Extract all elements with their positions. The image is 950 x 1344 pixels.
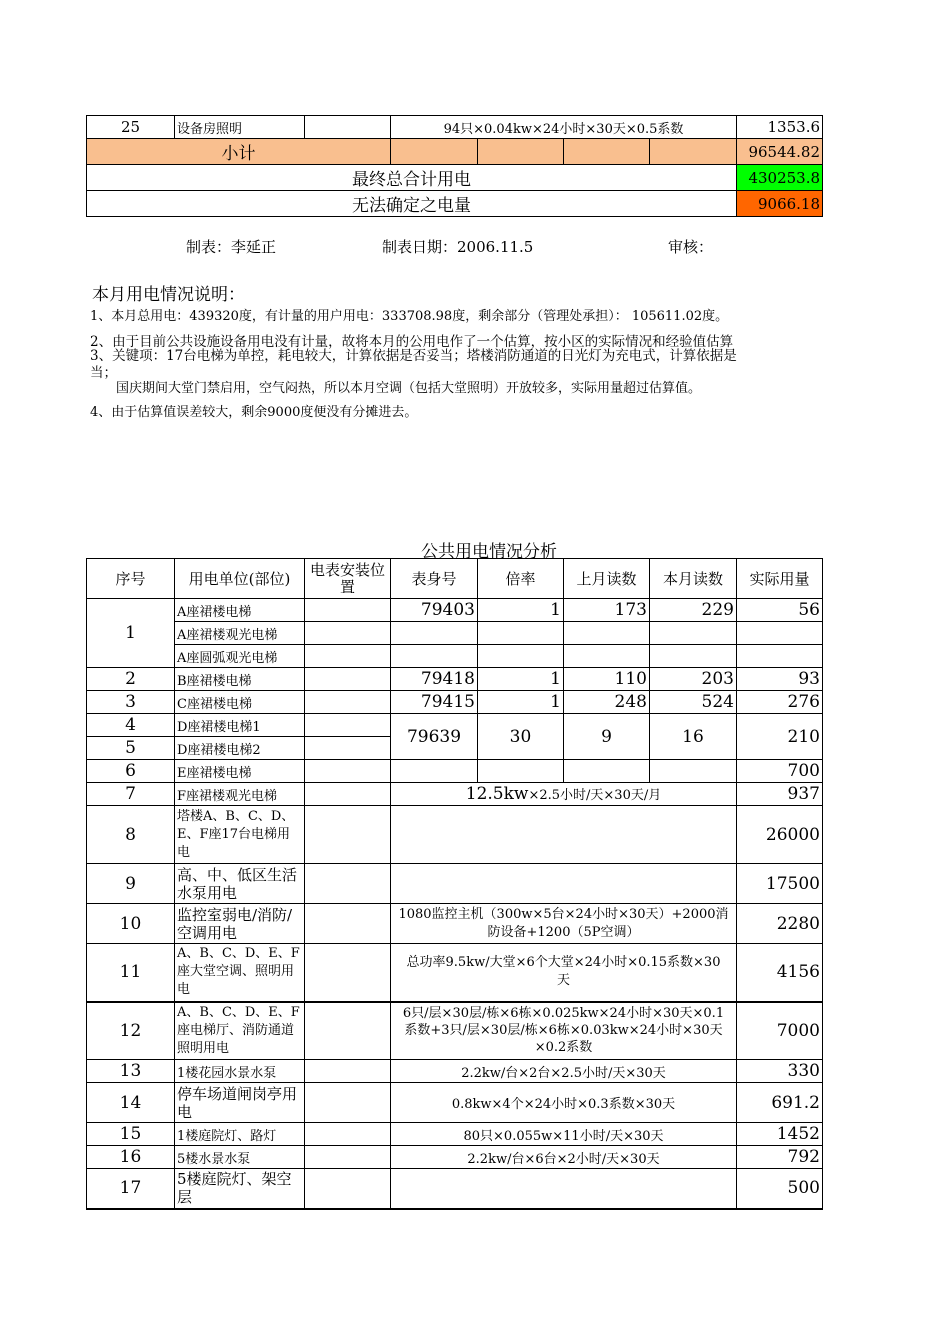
- row-no: 7: [87, 783, 175, 806]
- cur-reading: 203: [650, 668, 737, 691]
- table-row: [87, 645, 823, 668]
- header-cell: 本月读数: [650, 559, 737, 599]
- row-unit: B座裙楼电梯: [175, 668, 305, 691]
- header-cell: 序号: [87, 559, 175, 599]
- note-3a: 3、关键项：17台电梯为单控，耗电较大，计算依据是否妥当；塔楼消防通道的日光灯为充电式，计算依据是: [90, 348, 737, 364]
- table-row: [87, 714, 823, 737]
- table-row: [87, 691, 823, 714]
- actual-usage: 2280: [737, 904, 823, 944]
- undetermined-row: [87, 191, 823, 217]
- summary-table: [86, 115, 823, 217]
- table-row: [87, 760, 823, 783]
- actual-usage: 17500: [737, 864, 823, 904]
- row-unit: D座裙楼电梯2: [175, 737, 305, 760]
- row-unit: 5楼水景水泵: [175, 1146, 305, 1169]
- row-no: 15: [87, 1123, 175, 1146]
- prev-reading: 173: [564, 599, 650, 622]
- row-no: 13: [87, 1060, 175, 1083]
- calc-power: 12.5kw: [465, 784, 529, 804]
- note-4: 4、由于估算值误差较大，剩余9000度便没有分摊进去。: [90, 405, 418, 420]
- row-unit: D座裙楼电梯1: [175, 714, 305, 737]
- row-calc: 80只×0.055w×11小时/天×30天: [391, 1123, 737, 1146]
- undetermined-label: 无法确定之电量: [87, 191, 737, 217]
- table-row: [87, 864, 823, 904]
- actual-usage: 700: [737, 760, 823, 783]
- undetermined-value: 9066.18: [737, 191, 823, 217]
- table-row: [87, 1002, 823, 1060]
- row-unit: E座裙楼电梯: [175, 760, 305, 783]
- actual-usage: 937: [737, 783, 823, 806]
- header-cell: 电表安装位置: [305, 559, 391, 599]
- note-2: 2、由于目前公共设施设备用电没有计量，故将本月的公用电作了一个估算，按小区的实际情况和经验值估算: [90, 334, 734, 350]
- row-unit: 高、中、低区生活水泵用电: [175, 864, 305, 904]
- row-calc: 0.8kw×4个×24小时×0.3系数×30天: [391, 1083, 737, 1123]
- header-row: [87, 559, 823, 599]
- table-row: [87, 1123, 823, 1146]
- note-1: 1、本月总用电：439320度，有计量的用户用电：333708.98度，剩余部分（管理处承担）： 105611.02度。: [90, 309, 729, 324]
- row-unit: 停车场道闸岗亭用电: [175, 1083, 305, 1123]
- row-unit: 塔楼A、B、C、D、E、F座17台电梯用电: [175, 806, 305, 864]
- row-calc: 1080监控主机（300w×5台×24小时×30天）+2000消防设备+1200（5P空调）: [391, 904, 737, 944]
- row-calc: 2.2kw/台×2台×2.5小时/天×30天: [391, 1060, 737, 1083]
- row-no: 6: [87, 760, 175, 783]
- meter-no: 79415: [391, 691, 478, 714]
- table-row: [87, 622, 823, 645]
- row-no: 14: [87, 1083, 175, 1123]
- table-row: [87, 1146, 823, 1169]
- row-unit: A座裙楼观光电梯: [175, 622, 305, 645]
- row-no: 2: [87, 668, 175, 691]
- row-no: 1: [87, 599, 175, 668]
- row-no: 9: [87, 864, 175, 904]
- table-row: [87, 1060, 823, 1083]
- total-row: [87, 165, 823, 191]
- header-cell: 表身号: [391, 559, 478, 599]
- calc-formula: ×2.5小时/天×30天/月: [528, 788, 662, 803]
- actual-usage: 56: [737, 599, 823, 622]
- prev-reading: 9: [564, 714, 650, 760]
- header-cell: 倍率: [478, 559, 564, 599]
- row-no: 11: [87, 944, 175, 1002]
- table-row: [87, 806, 823, 864]
- row-unit: A座圆弧观光电梯: [175, 645, 305, 668]
- total-label: 最终总合计用电: [87, 165, 737, 191]
- meter-no: 79418: [391, 668, 478, 691]
- row-no: 16: [87, 1146, 175, 1169]
- note-3b: 当；: [90, 365, 117, 381]
- row-unit: 1楼花园水景水泵: [175, 1060, 305, 1083]
- note-3c: 国庆期间大堂门禁启用，空气闷热，所以本月空调（包括大堂照明）开放较多，实际用量超过估算值。: [116, 381, 702, 396]
- cur-reading: 16: [650, 714, 737, 760]
- prev-reading: 248: [564, 691, 650, 714]
- row-unit: 监控室弱电/消防/空调用电: [175, 904, 305, 944]
- header-cell: 上月读数: [564, 559, 650, 599]
- actual-usage: 1452: [737, 1123, 823, 1146]
- rate: 30: [478, 714, 564, 760]
- date-label: 制表日期：2006.11.5: [382, 238, 534, 256]
- row-calc: 94只×0.04kw×24小时×30天×0.5系数: [391, 116, 737, 139]
- subtotal-row: [87, 139, 823, 165]
- actual-usage: 500: [737, 1169, 823, 1209]
- subtotal-label: 小计: [87, 139, 391, 165]
- row-unit: C座裙楼电梯: [175, 691, 305, 714]
- cur-reading: 229: [650, 599, 737, 622]
- table-row: [87, 1083, 823, 1123]
- row-no: 3: [87, 691, 175, 714]
- table-row: [87, 944, 823, 1002]
- table-row: [87, 599, 823, 622]
- row-unit: A、B、C、D、E、F座大堂空调、照明用电: [175, 944, 305, 1002]
- meter-no: 79639: [391, 714, 478, 760]
- row-no: 4: [87, 714, 175, 737]
- cur-reading: 524: [650, 691, 737, 714]
- review-label: 审核：: [668, 238, 714, 256]
- total-value: 430253.8: [737, 165, 823, 191]
- row-calc: [391, 783, 737, 806]
- row-calc: 总功率9.5kw/大堂×6个大堂×24小时×0.15系数×30天: [391, 944, 737, 1002]
- row-unit: A座裙楼电梯: [175, 599, 305, 622]
- prev-reading: 110: [564, 668, 650, 691]
- row-no: 10: [87, 904, 175, 944]
- row-no: 25: [87, 116, 175, 139]
- actual-usage: 7000: [737, 1002, 823, 1060]
- actual-usage: 26000: [737, 806, 823, 864]
- actual-usage: 210: [737, 714, 823, 760]
- row-unit: A、B、C、D、E、F座电梯厅、消防通道照明用电: [175, 1002, 305, 1060]
- row-unit: 5楼庭院灯、架空层: [175, 1169, 305, 1209]
- row-no: 17: [87, 1169, 175, 1209]
- row-25: [87, 116, 823, 139]
- meter-no: 79403: [391, 599, 478, 622]
- row-no: 5: [87, 737, 175, 760]
- actual-usage: 276: [737, 691, 823, 714]
- analysis-table: [86, 558, 823, 1210]
- actual-usage: 4156: [737, 944, 823, 1002]
- actual-usage: 691.2: [737, 1083, 823, 1123]
- table-row: [87, 783, 823, 806]
- rate: 1: [478, 668, 564, 691]
- row-calc: 6只/层×30层/栋×6栋×0.025kw×24小时×30天×0.1系数+3只/层×30层/栋×6栋×0.03kw×24小时×30天×0.2系数: [391, 1002, 737, 1060]
- header-cell: 用电单位(部位): [175, 559, 305, 599]
- row-unit: 设备房照明: [175, 116, 305, 139]
- table-row: [87, 904, 823, 944]
- header-cell: 实际用量: [737, 559, 823, 599]
- subtotal-value: 96544.82: [737, 139, 823, 165]
- table-row: [87, 1169, 823, 1209]
- row-calc: 2.2kw/台×6台×2小时/天×30天: [391, 1146, 737, 1169]
- row-unit: F座裙楼观光电梯: [175, 783, 305, 806]
- notes-heading: 本月用电情况说明：: [92, 285, 245, 305]
- row-no: 12: [87, 1002, 175, 1060]
- analysis-title: 公共用电情况分析: [421, 542, 557, 562]
- actual-usage: 93: [737, 668, 823, 691]
- maker-label: 制表：李延正: [186, 238, 277, 256]
- row-no: 8: [87, 806, 175, 864]
- table-row: [87, 668, 823, 691]
- actual-usage: 792: [737, 1146, 823, 1169]
- row-unit: 1楼庭院灯、路灯: [175, 1123, 305, 1146]
- rate: 1: [478, 691, 564, 714]
- actual-usage: 330: [737, 1060, 823, 1083]
- row-value: 1353.6: [737, 116, 823, 139]
- rate: 1: [478, 599, 564, 622]
